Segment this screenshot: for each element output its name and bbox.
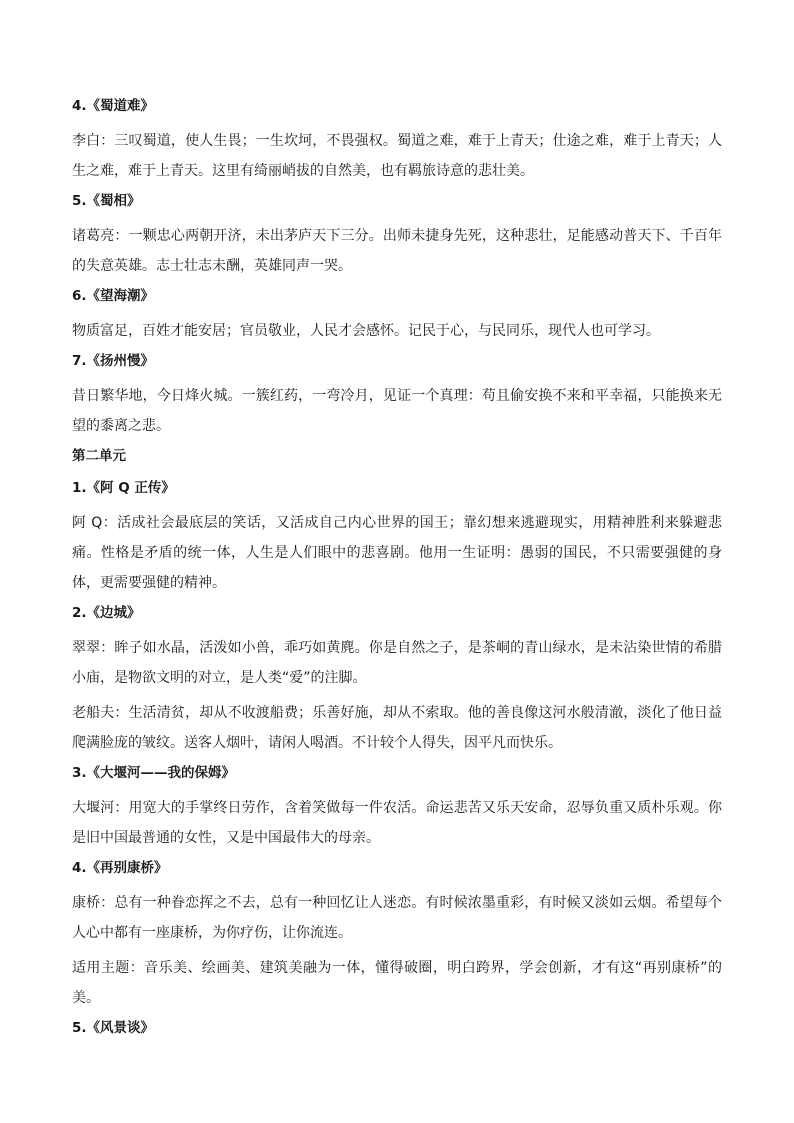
section-paragraph: 适用主题：音乐美、绘画美、建筑美融为一体，懂得破圈，明白跨界，学会创新，才有这“再别康桥”的美。	[72, 960, 722, 1006]
section-fengjingtan	[72, 1018, 722, 1038]
section-heading: 7.《扬州慢》	[72, 353, 155, 369]
document-page	[72, 96, 722, 1048]
section-paragraph: 阿 Q：活成社会最底层的笑话，又活成自己内心世界的国王；靠幻想来逃避现实，用精神胜利来躲避悲痛。性格是矛盾的统一体，人生是人们眼中的悲喜剧。他用一生证明：愚弱的国民，不只需要强健的身体，更需要强健的精神。	[72, 515, 722, 591]
section-heading: 1.《阿 Q 正传》	[72, 480, 175, 496]
section-paragraph: 诸葛亮：一颗忠心两朝开济，未出茅庐天下三分。出师未捷身先死，这种悲壮，足能感动普天下、千百年的失意英雄。志士壮志未酬，英雄同声一哭。	[72, 228, 722, 274]
section-dayanhe	[72, 763, 722, 853]
section-paragraph: 老船夫：生活清贫，却从不收渡船费；乐善好施，却从不索取。他的善良像这河水般清澈，淡化了他日益爬满脸庞的皱纹。送客人烟叶，请闲人喝酒。不计较个人得失，因平凡而快乐。	[72, 705, 722, 751]
section-heading: 3.《大堰河——我的保姆》	[72, 765, 236, 781]
unit-title: 第二单元	[72, 448, 126, 464]
section-shudaonan	[72, 96, 722, 186]
section-paragraph: 昔日繁华地，今日烽火城。一簇红药，一弯冷月，见证一个真理：苟且偷安换不来和平幸福，只能换来无望的黍离之悲。	[72, 388, 722, 434]
section-heading: 4.《蜀道难》	[72, 98, 155, 114]
section-heading: 4.《再别康桥》	[72, 860, 168, 876]
section-paragraph: 翠翠：眸子如水晶，活泼如小兽，乖巧如黄麂。你是自然之子，是茶峒的青山绿水，是未沾染世情的希腊小庙，是物欲文明的对立，是人类“爱”的注脚。	[72, 640, 722, 686]
section-heading: 2.《边城》	[72, 605, 141, 621]
section-heading: 5.《蜀相》	[72, 193, 141, 209]
section-paragraph: 康桥：总有一种眷恋挥之不去，总有一种回忆让人迷恋。有时候浓墨重彩，有时候又淡如云烟。希望每个人心中都有一座康桥，为你疗伤，让你流连。	[72, 895, 722, 941]
section-heading: 5.《风景谈》	[72, 1020, 155, 1036]
section-shuxiang	[72, 191, 722, 281]
section-yangzhouman	[72, 351, 722, 441]
section-paragraph: 李白：三叹蜀道，使人生畏；一生坎坷，不畏强权。蜀道之难，难于上青天；仕途之难，难于上青天；人生之难，难于上青天。这里有绮丽峭拔的自然美，也有羁旅诗意的悲壮美。	[72, 133, 722, 179]
section-paragraph: 大堰河：用宽大的手掌终日劳作，含着笑做每一件农活。命运悲苦又乐天安命，忍辱负重又质朴乐观。你是旧中国最普通的女性，又是中国最伟大的母亲。	[72, 800, 722, 846]
section-wanghaichao	[72, 286, 722, 346]
section-heading: 6.《望海潮》	[72, 288, 155, 304]
section-aq-zhengzhuan	[72, 478, 722, 598]
section-biancheng	[72, 603, 722, 758]
section-zaibie-kangqiao	[72, 858, 722, 1013]
section-paragraph: 物质富足，百姓才能安居；官员敬业，人民才会感怀。记民于心，与民同乐，现代人也可学习。	[72, 323, 660, 339]
